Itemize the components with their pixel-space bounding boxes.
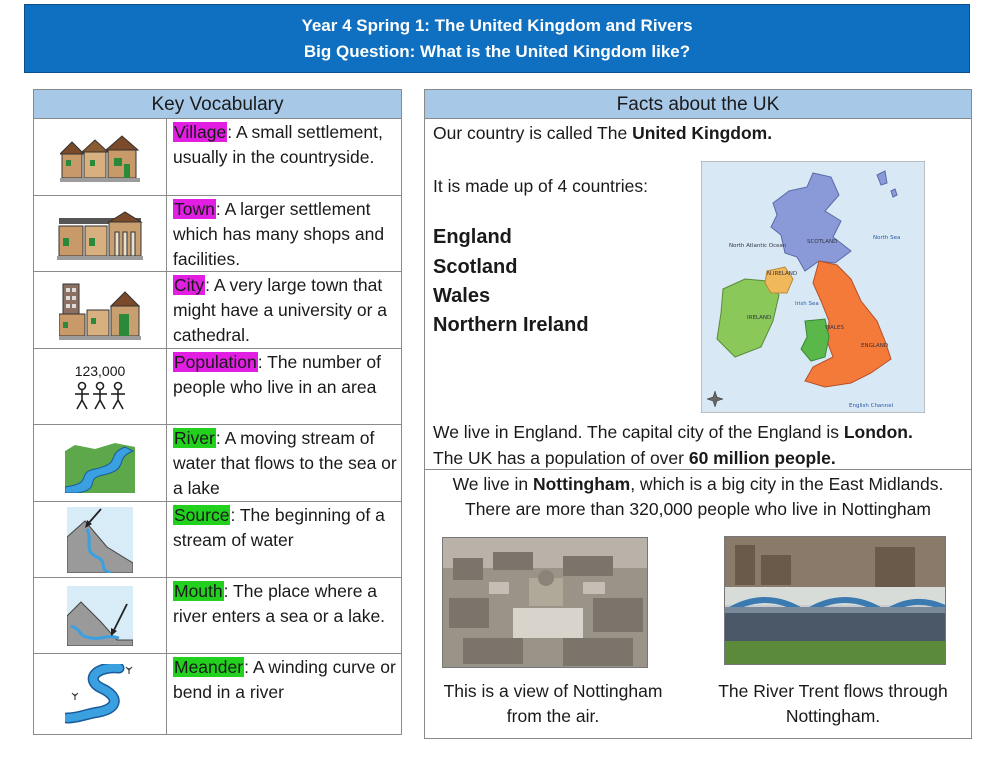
vocab-term: River	[174, 428, 215, 448]
town-icon	[57, 208, 143, 260]
vocab-definition: : A small settlement, usually in the countryside.	[173, 122, 383, 167]
england-capital-text	[433, 420, 913, 445]
vocab-term: Village	[174, 122, 227, 142]
uk-population-text	[433, 446, 836, 471]
map-label-english-channel: English Channel	[849, 403, 894, 409]
map-label-north-sea: North Sea	[873, 235, 901, 241]
vocab-term: Meander	[174, 657, 244, 677]
vocab-definition: : The beginning of a stream of water	[173, 505, 385, 550]
nottingham-suffix: , which is a big city in the East Midlands.	[630, 474, 944, 494]
population-icon	[73, 381, 127, 411]
aerial-caption-line2: from the air.	[506, 706, 600, 726]
source-icon	[67, 507, 133, 573]
nottingham-population-text: There are more than 320,000 people who live in Nottingham	[465, 499, 931, 519]
country-scotland: Scotland	[433, 256, 518, 278]
nottingham-text	[425, 472, 971, 497]
vocab-row-town	[34, 195, 401, 271]
vocab-definition: : The number of people who live in an area	[173, 352, 381, 397]
vocab-term: Source	[174, 505, 230, 525]
live-england: We live in England. The capital city of the England is	[433, 422, 844, 442]
banner-title: Year 4 Spring 1: The United Kingdom and Rivers	[301, 15, 693, 35]
facts-panel	[424, 89, 972, 739]
aerial-caption-line1: This is a view of Nottingham	[443, 681, 663, 701]
vocab-row-river	[34, 424, 401, 501]
population-value: 60 million people.	[688, 448, 836, 468]
vocab-term: Town	[174, 199, 215, 219]
vocab-definition: : The place where a river enters a sea or a lake.	[173, 581, 386, 626]
capital-name: London.	[843, 422, 913, 442]
trent-caption-line2: Nottingham.	[785, 706, 881, 726]
banner-big-question: Big Question: What is the United Kingdom like?	[303, 41, 691, 61]
country-northern-ireland: Northern Ireland	[433, 314, 589, 336]
vocab-heading: Key Vocabulary	[34, 90, 401, 119]
nottingham-aerial-photo	[442, 537, 648, 668]
facts-heading: Facts about the UK	[425, 90, 971, 119]
vocab-row-population	[34, 348, 401, 424]
vocab-row-meander	[34, 653, 401, 734]
vocab-definition: : A larger settlement which has many shops and facilities.	[173, 199, 385, 269]
nottingham-city: Nottingham	[532, 474, 631, 494]
map-label-scotland: SCOTLAND	[807, 239, 838, 245]
mouth-icon	[67, 586, 133, 646]
country-sentence	[433, 121, 772, 146]
trent-caption	[695, 679, 971, 729]
vocab-row-city	[34, 271, 401, 348]
uk-map	[701, 161, 925, 413]
map-label-north-atlantic: North Atlantic Ocean	[729, 243, 787, 249]
section-divider	[425, 469, 971, 470]
vocab-row-village	[34, 119, 401, 195]
map-label-ireland: IRELAND	[747, 315, 772, 321]
key-vocabulary-table	[33, 89, 402, 735]
country-name: United Kingdom.	[632, 123, 773, 143]
vocab-term: Population	[174, 352, 257, 372]
aerial-caption	[425, 679, 681, 729]
vocab-definition: : A winding curve or bend in a river	[173, 657, 396, 702]
village-icon	[60, 132, 140, 182]
country-prefix: Our country is called The	[433, 123, 633, 143]
map-label-wales: WALES	[825, 325, 844, 331]
vocab-definition: : A very large town that might have a university or a cathedral.	[173, 275, 387, 345]
made-up-text: It is made up of 4 countries:	[433, 176, 648, 196]
river-trent-photo	[724, 536, 946, 665]
population-prefix: The UK has a population of over	[433, 448, 689, 468]
city-icon	[59, 280, 141, 340]
vocab-definition: : A moving stream of water that flows to the sea or a lake	[173, 428, 397, 498]
country-wales: Wales	[433, 285, 491, 307]
vocab-term: Mouth	[174, 581, 223, 601]
trent-caption-line1: The River Trent flows through	[718, 681, 948, 701]
map-label-n-ireland: N.IRELAND	[767, 271, 798, 277]
vocab-row-source	[34, 501, 401, 577]
population-icon-label: 123,000	[74, 362, 126, 379]
nottingham-prefix: We live in	[452, 474, 533, 494]
map-label-england: ENGLAND	[861, 343, 889, 349]
vocab-row-mouth	[34, 577, 401, 653]
title-banner	[24, 4, 970, 73]
meander-icon	[65, 664, 135, 724]
map-label-irish-sea: Irish Sea	[795, 301, 819, 307]
country-england: England	[433, 226, 512, 248]
vocab-term: City	[174, 275, 205, 295]
river-icon	[65, 433, 135, 493]
